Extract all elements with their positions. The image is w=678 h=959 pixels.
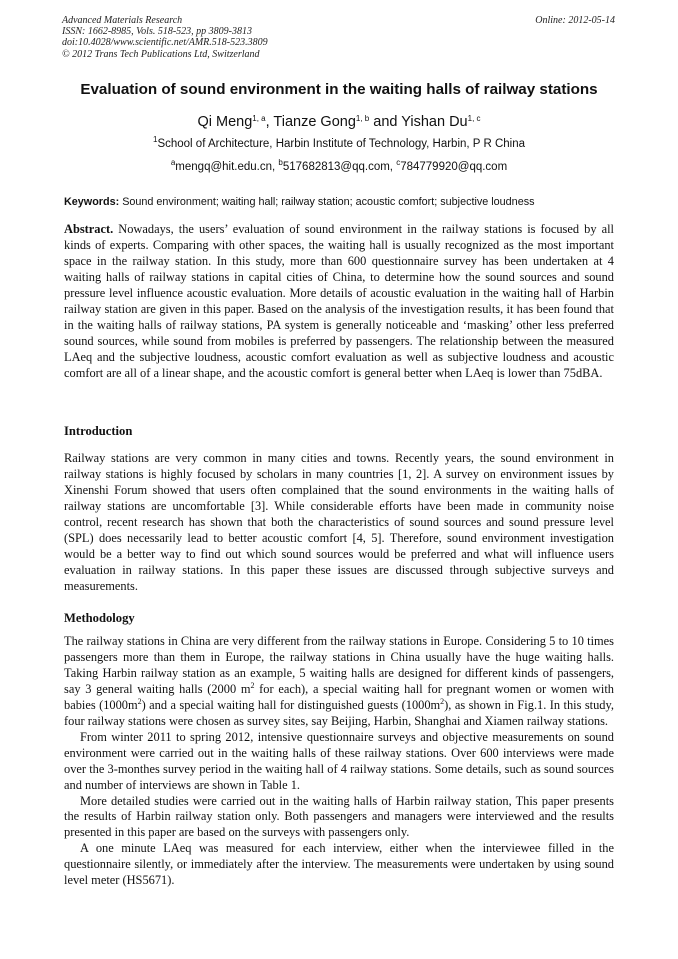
text-run: ) and a special waiting hall for distinguished guests (1000m [141, 697, 441, 712]
methodology-heading: Methodology [64, 611, 135, 625]
email-superscript: b [278, 158, 283, 167]
abstract-text: Nowadays, the users’ evaluation of sound environment in the railway stations is focused by all kinds of experts. Comparing with other spaces, the waiting hall is usually recognized as the most important space in the railway station. In this study, more than 600 questionnaire survey has been undertaken at 4 waiting halls of railway stations in capital cities of China, to determine how the sound sources and sound pressure level influence acoustic evaluation. More details of acoustic evaluation in the waiting hall of Harbin railway station are given in this paper. Based on the analysis of the investigation results, it has been found that in the waiting halls of railway stations, PA system is generally noticeable and ‘masking’ other less preferred sound sources, while sound from mobiles is preferred by passengers. The relationship between the measured LAeq and the subjective loudness, acoustic comfort evaluation as well as subjective loudness and acoustic comfort are all of a linear shape, and the acoustic comfort is general better when LAeq is lower than 75dBA. [64, 222, 614, 380]
text-run: ), as shown in Fig.1. In this study, four railway stations were chosen as survey sites, say Beijing, Harbin, Shanghai and Xiamen railway stations. [64, 697, 614, 728]
author-name: Qi Meng [197, 114, 253, 130]
author-separator: and [369, 114, 402, 130]
copyright-line: © 2012 Trans Tech Publications Ltd, Switzerland [62, 48, 260, 60]
author-name: Yishan Du [401, 114, 468, 130]
affiliation [0, 135, 678, 150]
author-name: Tianze Gong [273, 114, 356, 130]
paragraph: A one minute LAeq was measured for each interview, either when the interviewee filled in the questionnaire silently, or immediately after the interview. The measurements were undertaken by using sound level meter (HS5671). [64, 841, 614, 888]
email-address[interactable]: mengq@hit.edu.cn, [175, 161, 279, 173]
abstract [64, 222, 614, 382]
superscript: 2 [440, 696, 445, 706]
email-address[interactable]: 517682813@qq.com, [282, 161, 397, 173]
paragraph: More detailed studies were carried out in the waiting halls of Harbin railway station, This paper presents the results of Harbin railway station only. Both passengers and managers were interviewed and the results presented in this paper are based on the surveys with passengers only. [64, 793, 614, 840]
keywords-label: Keywords: [64, 196, 120, 208]
introduction-body [64, 451, 614, 595]
author-superscript: 1, a [252, 114, 266, 123]
running-header [62, 15, 268, 60]
abstract-label: Abstract. [64, 222, 114, 236]
journal-name: Advanced Materials Research [62, 15, 183, 26]
superscript: 2 [250, 680, 255, 690]
email-address[interactable]: 784779920@qq.com [400, 161, 508, 173]
keywords [64, 196, 624, 208]
author-superscript: 1, b [355, 114, 370, 123]
author-separator: , [265, 114, 274, 130]
affiliation-text: School of Architecture, Harbin Institute of Technology, Harbin, P R China [157, 138, 525, 150]
email-superscript: a [170, 158, 176, 167]
author-emails [0, 158, 678, 173]
paragraph: Railway stations are very common in many cities and towns. Recently years, the sound environment in railway stations is highly focused by scholars in many countries [1, 2]. A survey on environment issues by Xinenshi Forum showed that users often complained that the sound environments in the waiting halls of railway stations are uncomfortable [3]. While considerable efforts have been made in community noise control, recent research has shown that both the characteristics of sound sources and sound pressure level (SPL) does necessarily lead to better acoustic comfort [4, 5]. Therefore, sound environment investigation would be a better way to find out which sound sources would be preferred and what will influence users evaluation in railway stations. In this paper these issues are discussed through subjective surveys and measurements. [64, 451, 614, 593]
paragraph: From winter 2011 to spring 2012, intensive questionnaire surveys and objective measurements on sound environment were carried out in the waiting halls of these railway stations. Over 600 interviews were made over the 3-monthes survey period in the waiting hall of 4 railway stations. Some details, such as sound sources and number of interviews are shown in Table 1. [64, 729, 614, 792]
methodology-body [64, 634, 614, 889]
email-superscript: c [396, 158, 401, 167]
superscript: 2 [137, 696, 142, 706]
introduction-heading: Introduction [64, 424, 133, 438]
issn-line: ISSN: 1662-8985, Vols. 518-523, pp 3809-3813 [62, 26, 252, 38]
paper-title: Evaluation of sound environment in the waiting halls of railway stations [80, 81, 598, 98]
paragraph [64, 634, 614, 730]
text-run: for each), a special waiting hall for pregnant women or women with babies (1000m [64, 681, 614, 712]
author-superscript: 1, c [467, 114, 481, 123]
author-list [0, 114, 678, 130]
online-date: Online: 2012-05-14 [535, 15, 615, 26]
keywords-text: Sound environment; waiting hall; railway station; acoustic comfort; subjective loudness [119, 196, 535, 208]
text-run: The railway stations in China are very different from the railway stations in Europe. Considering 5 to 10 times passengers more than them in Europe, the railway stations in China usually have the huge waiting halls. Taking Harbin railway station as an example, 5 waiting halls are designed for different kinds of passengers, say 3 general waiting halls (2000 m [64, 634, 614, 696]
doi-line: doi:10.4028/www.scientific.net/AMR.518-523.3809 [62, 37, 268, 49]
affiliation-superscript: 1 [152, 135, 158, 144]
